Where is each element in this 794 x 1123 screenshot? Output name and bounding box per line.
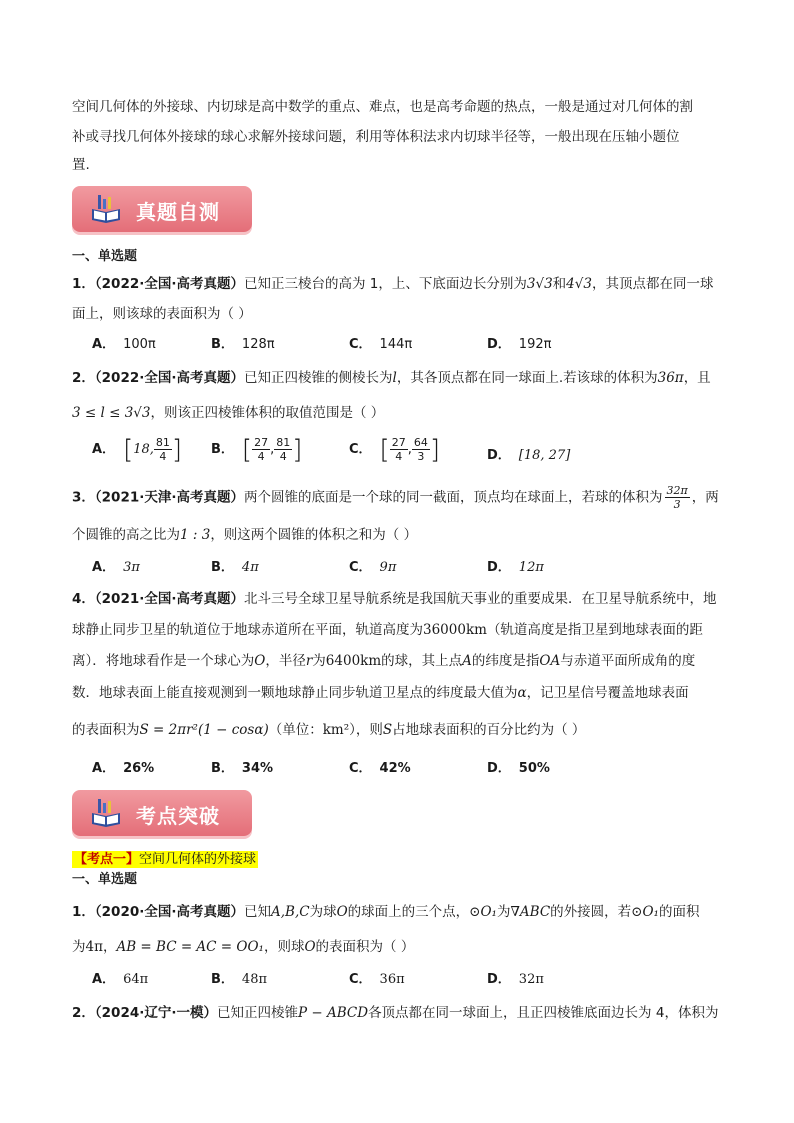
option-a[interactable]: A． 100π [92,337,156,352]
question-text: ，其各顶点都在同一球面上.若该球的体积为 [396,370,658,386]
question-1: 1．（2020·全国·高考真题）已知A,B,C为球O的球面上的三个点，⊙O₁为∇ABC的外接圆，若⊙O₁的面积 [72,904,700,920]
intro-line-1: 空间几何体的外接球、内切球是高中数学的重点、难点，也是高考命题的热点，一般是通过对几何体的割 [72,99,693,115]
math-expression: 3 ≤ l ≤ 3√3 [72,405,151,421]
question-1 [72,272,713,292]
option-c[interactable]: C． 36π [349,972,405,987]
question-number: 2． [72,1005,95,1021]
option-d[interactable]: D． 50% [487,761,550,776]
math-expression: 36π [657,370,684,386]
question-source: （2024·辽宁·一模） [94,1005,217,1021]
option-b[interactable]: B． 48π [211,972,268,987]
question-number: 2． [72,370,95,386]
question-3-line-2: 个圆锥的高之比为1 : 3，则这两个圆锥的体积之和为（ ） [72,527,418,543]
question-2 [72,366,711,386]
question-4-line-5: 的表面积为S = 2πr²(1 − cosα)（单位：km²），则S占地球表面积的百分比约为（ ） [72,722,586,738]
math-expression: S = 2πr²(1 − cosα) [139,722,269,738]
question-text: ，则该正四棱锥体积的取值范围是（ ） [150,405,385,421]
question-text: ，且 [683,370,711,386]
option-a[interactable]: A． 3π [92,560,140,575]
question-4-line-3: 离）．将地球看作是一个球心为O，半径r为6400km的球，其上点A的纬度是指OA与赤道平面所成角的度 [72,653,696,669]
question-1-line-2: 为4π，AB = BC = AC = OO₁，则球O的表面积为（ ） [72,939,415,955]
question-4: 4．（2021·全国·高考真题）北斗三号全球卫星导航系统是我国航天事业的重要成果．在卫星导航系统中，地 [72,591,717,607]
question-source: （2020·全国·高考真题） [94,904,244,920]
question-text: 已知正三棱台的高为 1，上、下底面边长分别为 [244,276,527,292]
question-number: 1． [72,276,95,292]
option-b[interactable]: B． [ $\frac{27}{4}$ , $\frac{81}{4}$ ] [211,434,303,465]
fraction: $\frac{27}{4}$ [391,436,406,463]
option-d[interactable]: D． 12π [487,560,544,575]
book-icon [90,193,122,223]
fraction: $\frac{64}{3}$ [413,436,428,463]
section-banner-real-exam [72,186,252,232]
fraction: $\frac{81}{4}$ [276,436,291,463]
question-1-line-2: 面上，则该球的表面积为（ ） [72,306,252,322]
intro-line-3: 置. [72,157,90,173]
math-expression: 4√3 [566,276,592,292]
question-source: （2022·全国·高考真题） [94,276,244,292]
option-b[interactable]: B． 34% [211,761,274,776]
banner-title: 真题自测 [136,200,220,224]
math-expression: 1 : 3 [180,527,211,543]
option-b[interactable]: B． 4π [211,560,259,575]
question-text: ，两 [691,489,719,506]
question-number: 3． [72,489,95,506]
banner-title: 考点突破 [136,804,220,828]
option-a[interactable]: A． 64π [92,972,149,987]
option-a[interactable]: A． 26% [92,761,155,776]
question-2-line-2 [72,401,384,421]
question-4-line-4: 数．地球表面上能直接观测到一颗地球静止同步轨道卫星点的纬度最大值为α，记卫星信号覆盖地球表面 [72,685,689,701]
question-2: 2．（2024·辽宁·一模）已知正四棱锥P − ABCD各顶点都在同一球面上，且正四棱锥底面边长为 4，体积为 [72,1005,719,1021]
key-point-tag [72,848,258,867]
math-variable: l [392,370,397,386]
option-c[interactable]: C． 9π [349,560,397,575]
math-expression: 3√3 [526,276,553,292]
question-text: 两个圆锥的底面是一个球的同一截面，顶点均在球面上，若球的体积为 [244,489,663,506]
section-heading: 一、单选题 [72,872,138,887]
question-text: ，其顶点都在同一球 [591,276,714,292]
intro-line-2: 补或寻找几何体外接球的球心求解外接球问题，利用等体积法求内切球半径等，一般出现在压轴小题位 [72,129,680,145]
option-d[interactable]: D． 192π [487,337,552,352]
option-d[interactable]: D． [18, 27] [487,448,571,463]
question-source: （2021·天津·高考真题） [94,489,244,506]
option-b[interactable]: B． 128π [211,337,275,352]
question-source: （2022·全国·高考真题） [94,370,244,386]
section-banner-key-points [72,790,252,836]
question-source: （2021·全国·高考真题） [94,591,244,607]
tag-bracket: 【考点一】 [74,852,140,867]
option-c[interactable]: C． [ $\frac{27}{4}$ , $\frac{64}{3}$ ] [349,434,440,465]
question-4-line-2: 球静止同步卫星的轨道位于地球赤道所在平面，轨道高度为36000km（轨道高度是指卫星到地球表面的距 [72,622,703,638]
option-c[interactable]: C． 144π [349,337,413,352]
fraction: $\frac{81}{4}$ [155,436,170,463]
question-number: 1． [72,904,95,920]
option-a[interactable]: A． [18, $\frac{81}{4}$ ] [92,434,183,465]
option-c[interactable]: C． 42% [349,761,411,776]
question-text: 和 [552,276,567,292]
fraction: $\frac{27}{4}$ [254,436,269,463]
question-3 [72,484,719,511]
book-icon [90,797,122,827]
question-text: 已知正四棱锥的侧棱长为 [244,370,393,386]
section-heading: 一、单选题 [72,249,138,264]
fraction: $\frac{32\pi}{3}$ [666,484,688,511]
tag-text: 空间几何体的外接球 [139,852,257,867]
math-expression: AB = BC = AC = OO₁ [116,939,264,955]
option-d[interactable]: D． 32π [487,972,544,987]
question-number: 4． [72,591,95,607]
